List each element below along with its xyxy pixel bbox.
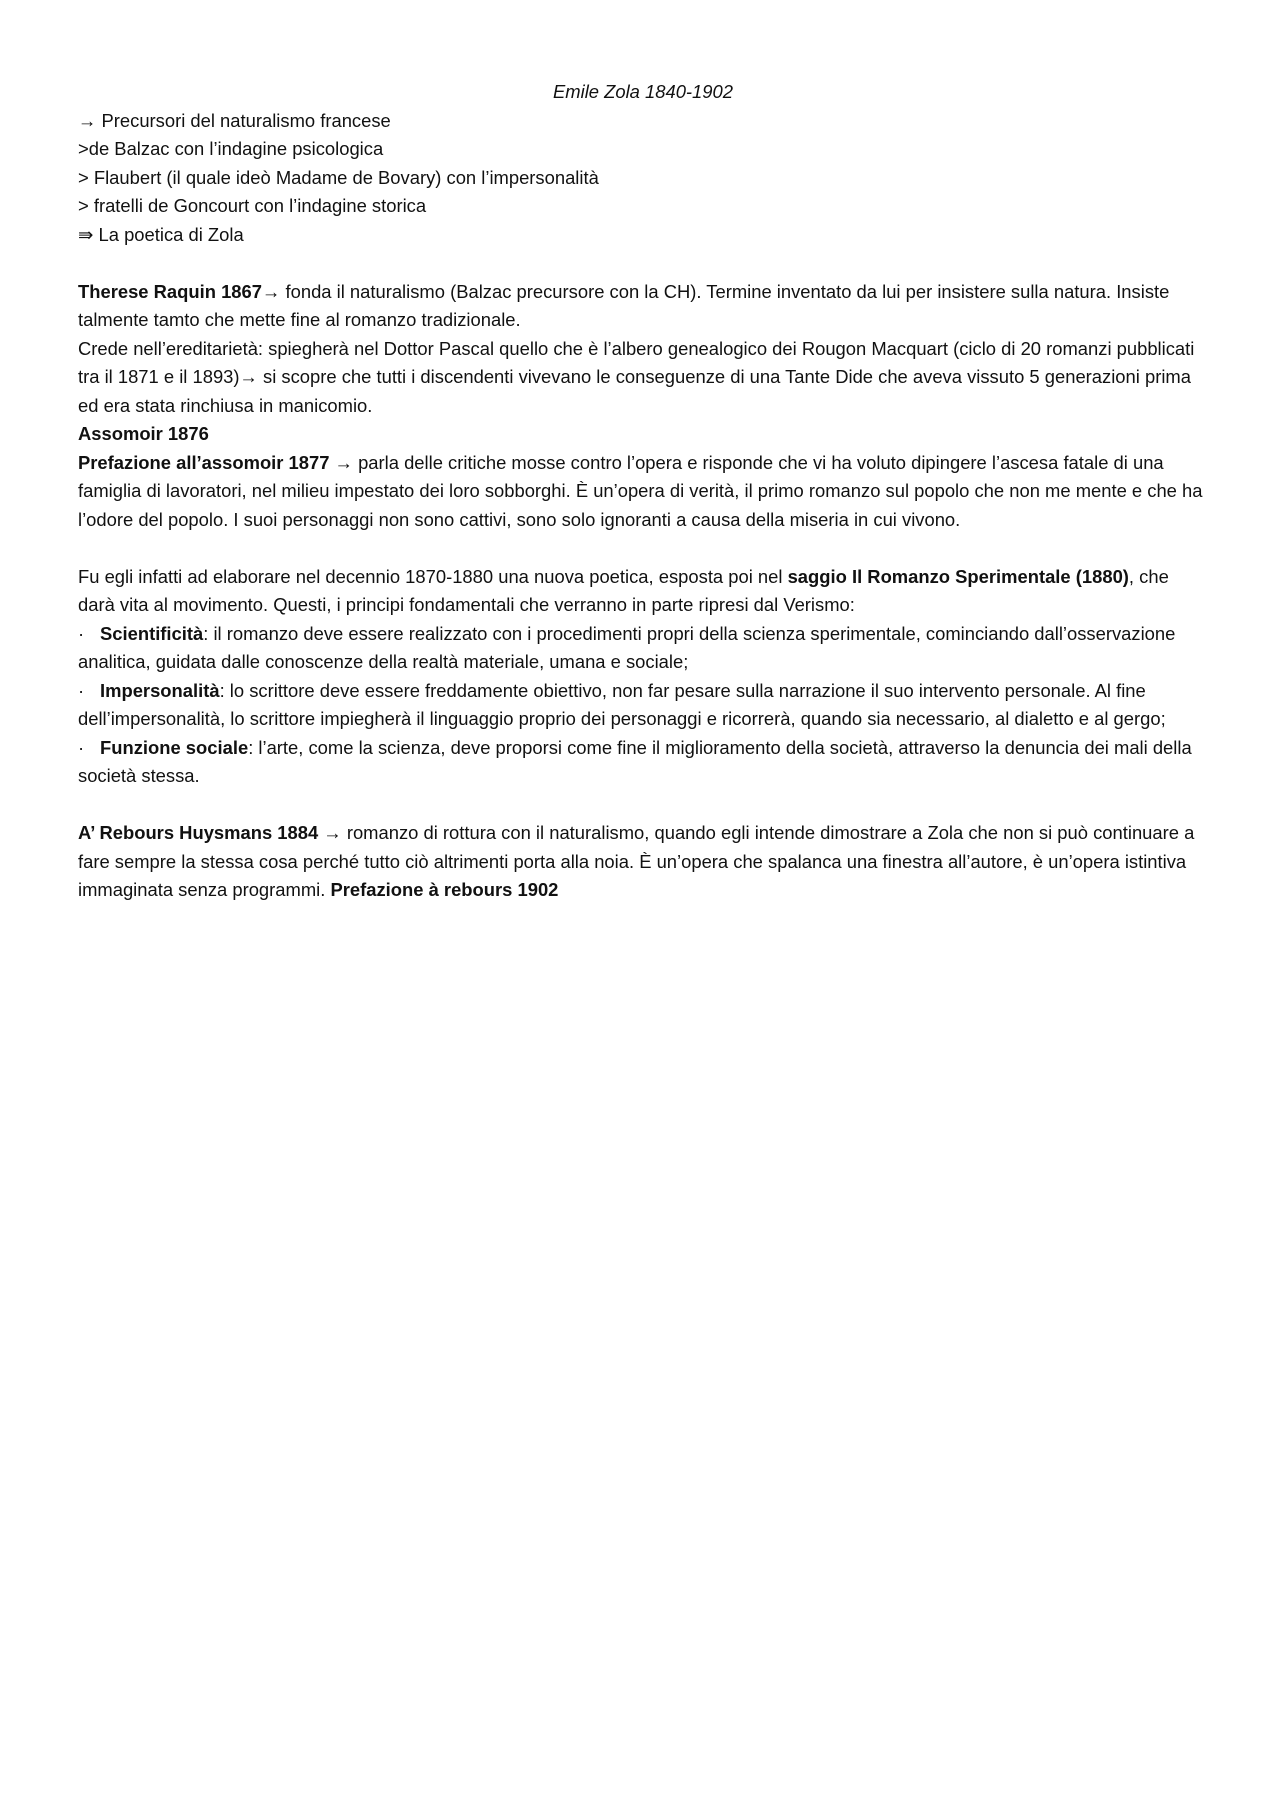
therese-paragraph xyxy=(78,278,1208,335)
poetica-paragraph xyxy=(78,563,1208,620)
bullet-icon: · xyxy=(78,622,85,644)
intro-line: ⇛ La poetica di Zola xyxy=(78,223,244,245)
therese-heading: Therese Raquin 1867 xyxy=(78,280,262,302)
bullet-label: Impersonalità xyxy=(100,679,220,701)
spacer xyxy=(78,534,1208,563)
intro-line: >de Balzac con l’indagine psicologica xyxy=(78,138,384,159)
bullet-icon: · xyxy=(78,679,85,701)
heredity-paragraph: Crede nell’ereditarietà: spiegherà nel Dottor Pascal quello che è l’albero genealogico dei Rougon Macquart (ciclo di 20 romanzi pubblicati tra il 1871 e il 1893)→ si scopre che tutti i discendenti vivevano le conseguenze di una Tante Dide che aveva vissuto 5 generazioni prima ed era stata rinchiusa in manicomio. xyxy=(78,337,1195,416)
assomoir-heading xyxy=(78,420,1208,449)
spacer xyxy=(78,791,1208,820)
assomoir-preface-text: → parla delle critiche mosse contro l’opera e risponde che vi ha voluto dipingere l’ascesa fatale di una famiglia di lavoratori, nel milieu impestato dei loro sobborghi. È un’opera di verità, il primo romanzo sul popolo che non me mente e che ha l’odore del popolo. I suoi personaggi non sono cattivi, sono solo ignoranti a causa della miseria in cui vivono. xyxy=(78,451,1203,530)
rebours-paragraph xyxy=(78,819,1208,905)
rebours-text: → romanzo di rottura con il naturalismo, quando egli intende dimostrare a Zola che non si può continuare a fare sempre la stessa cosa perché tutto ciò altrimenti porta alla noia. È un’opera che spalanca una finestra all’autore, è un’opera istintiva immaginata senza programmi. xyxy=(78,822,1195,900)
bullet-text: : il romanzo deve essere realizzato con i procedimenti propri della scienza sperimentale, cominciando dall’osservazione analitica, guidata dalle conoscenze della realtà materiale, umana e sociale; xyxy=(78,622,1176,672)
assomoir-heading-text: Assomoir 1876 xyxy=(78,423,209,444)
assomoir-preface-heading: Prefazione all’assomoir 1877 xyxy=(78,451,330,473)
bullet-label: Funzione sociale xyxy=(100,736,249,758)
assomoir-preface-paragraph xyxy=(78,449,1208,535)
bullet-text: : l’arte, come la scienza, deve proporsi come fine il miglioramento della società, attraverso la denuncia dei mali della società stessa. xyxy=(78,736,1192,786)
bullet-item-funzione-sociale xyxy=(78,734,1208,791)
bullet-text: : lo scrittore deve essere freddamente obiettivo, non far pesare sulla narrazione il suo intervento personale. Al fine dell’impersonalità, lo scrittore impiegherà il linguaggio proprio dei personaggi e ricorrerà, quando sia necessario, al dialetto e al gergo; xyxy=(78,679,1166,729)
intro-line: > Flaubert (il quale ideò Madame de Bovary) con l’impersonalità xyxy=(78,166,599,188)
intro-line: → Precursori del naturalismo francese xyxy=(78,109,391,131)
poetica-text-before: Fu egli infatti ad elaborare nel decennio 1870-1880 una nuova poetica, esposta poi nel xyxy=(78,565,788,587)
bullet-label: Scientificità xyxy=(100,622,204,644)
bullet-item-scientificita xyxy=(78,620,1208,677)
therese-text: → fonda il naturalismo (Balzac precursore con la CH). Termine inventato da lui per insistere sulla natura. Insiste talmente tamto che mette fine al romanzo tradizionale. xyxy=(78,280,1170,330)
document-title: Emile Zola 1840-1902 xyxy=(553,81,733,102)
spacer xyxy=(78,249,1208,278)
bullet-icon: · xyxy=(78,736,85,758)
intro-line: > fratelli de Goncourt con l’indagine storica xyxy=(78,195,427,216)
poetica-text-after: , che darà vita al movimento. Questi, i principi fondamentali che verranno in parte ripresi dal Verismo: xyxy=(78,565,1169,615)
document-page xyxy=(78,78,1208,905)
bullet-item-impersonalita xyxy=(78,677,1208,734)
poetica-essay-title: saggio Il Romanzo Sperimentale (1880) xyxy=(787,565,1129,587)
rebours-heading: A’ Rebours Huysmans 1884 xyxy=(78,822,319,843)
rebours-preface: Prefazione à rebours 1902 xyxy=(330,879,559,900)
